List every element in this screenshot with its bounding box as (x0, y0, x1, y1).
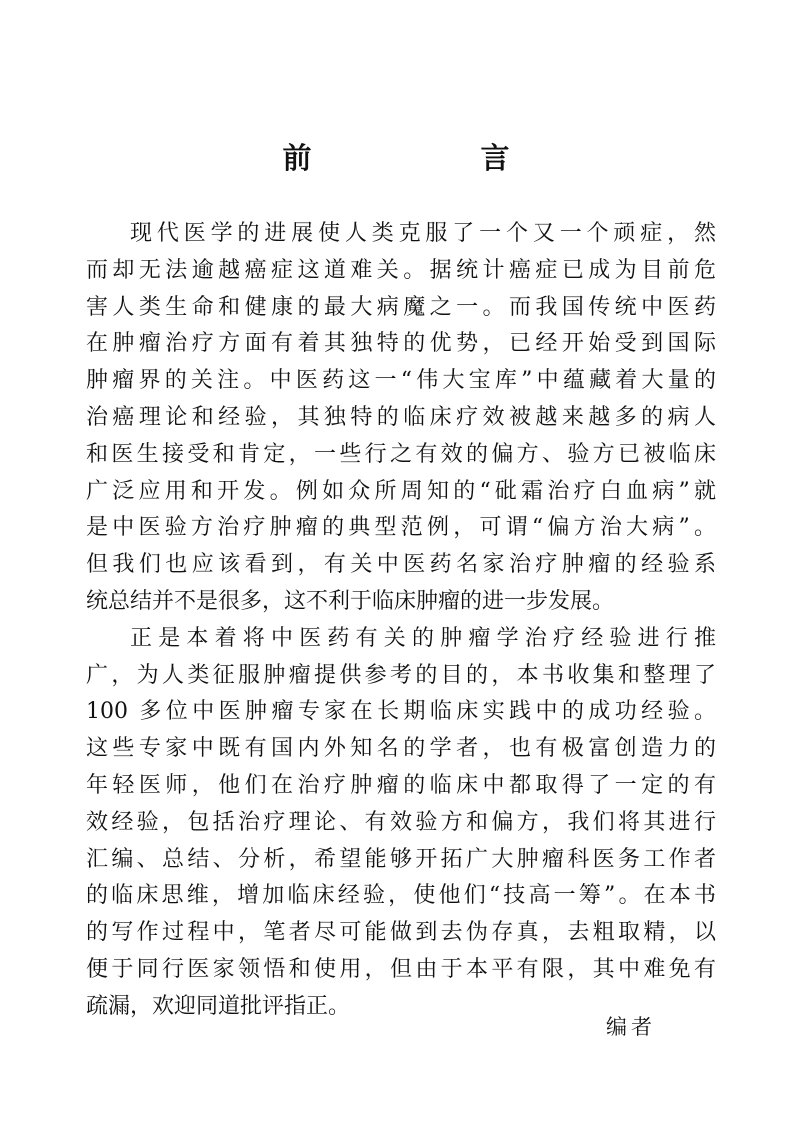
text-line: 汇编、总结、分析，希望能够开拓广大肿瘤科医务工作者 (86, 846, 716, 872)
text-line: 害人类生命和健康的最大病魔之一。而我国传统中医药 (86, 294, 716, 320)
text-line: 和医生接受和肯定，一些行之有效的偏方、验方已被临床 (86, 441, 716, 467)
text-line: 正是本着将中医药有关的肿瘤学治疗经验进行推 (130, 625, 716, 651)
text-line: 100 多位中医肿瘤专家在长期临床实践中的成功经验。 (86, 699, 716, 725)
text-line: 的写作过程中，笔者尽可能做到去伪存真，去粗取精，以 (86, 920, 716, 946)
text-line: 疏漏，欢迎同道批评指正。 (86, 993, 351, 1019)
text-line: 治癌理论和经验，其独特的临床疗效被越来越多的病人 (86, 404, 716, 430)
text-line: 是中医验方治疗肿瘤的典型范例，可谓“偏方治大病”。 (86, 515, 716, 541)
signature: 编者 (606, 1015, 656, 1039)
text-line: 这些专家中既有国内外知名的学者，也有极富创造力的 (86, 736, 716, 762)
text-line: 广泛应用和开发。例如众所周知的“砒霜治疗白血病”就 (86, 478, 716, 504)
text-line: 统总结并不是很多，这不利于临床肿瘤的进一步发展。 (86, 588, 615, 614)
text-line: 广，为人类征服肿瘤提供参考的目的，本书收集和整理了 (86, 662, 716, 688)
text-line: 在肿瘤治疗方面有着其独特的优势，已经开始受到国际 (86, 331, 716, 357)
text-line: 但我们也应该看到，有关中医药名家治疗肿瘤的经验系 (86, 552, 716, 578)
preface-body (86, 216, 716, 1026)
page-title: 前 言 (282, 141, 580, 175)
text-line: 便于同行医家领悟和使用，但由于本平有限，其中难免有 (86, 956, 716, 982)
text-line: 而却无法逾越癌症这道难关。据统计癌症已成为目前危 (86, 257, 716, 283)
text-line: 肿瘤界的关注。中医药这一“伟大宝库”中蕴藏着大量的 (86, 368, 716, 394)
text-line: 的临床思维，增加临床经验，使他们“技高一筹”。在本书 (86, 883, 716, 909)
text-line: 效经验，包括治疗理论、有效验方和偏方，我们将其进行 (86, 809, 716, 835)
text-line: 现代医学的进展使人类克服了一个又一个顽症，然 (130, 221, 716, 246)
text-line: 年轻医师，他们在治疗肿瘤的临床中都取得了一定的有 (86, 772, 716, 798)
